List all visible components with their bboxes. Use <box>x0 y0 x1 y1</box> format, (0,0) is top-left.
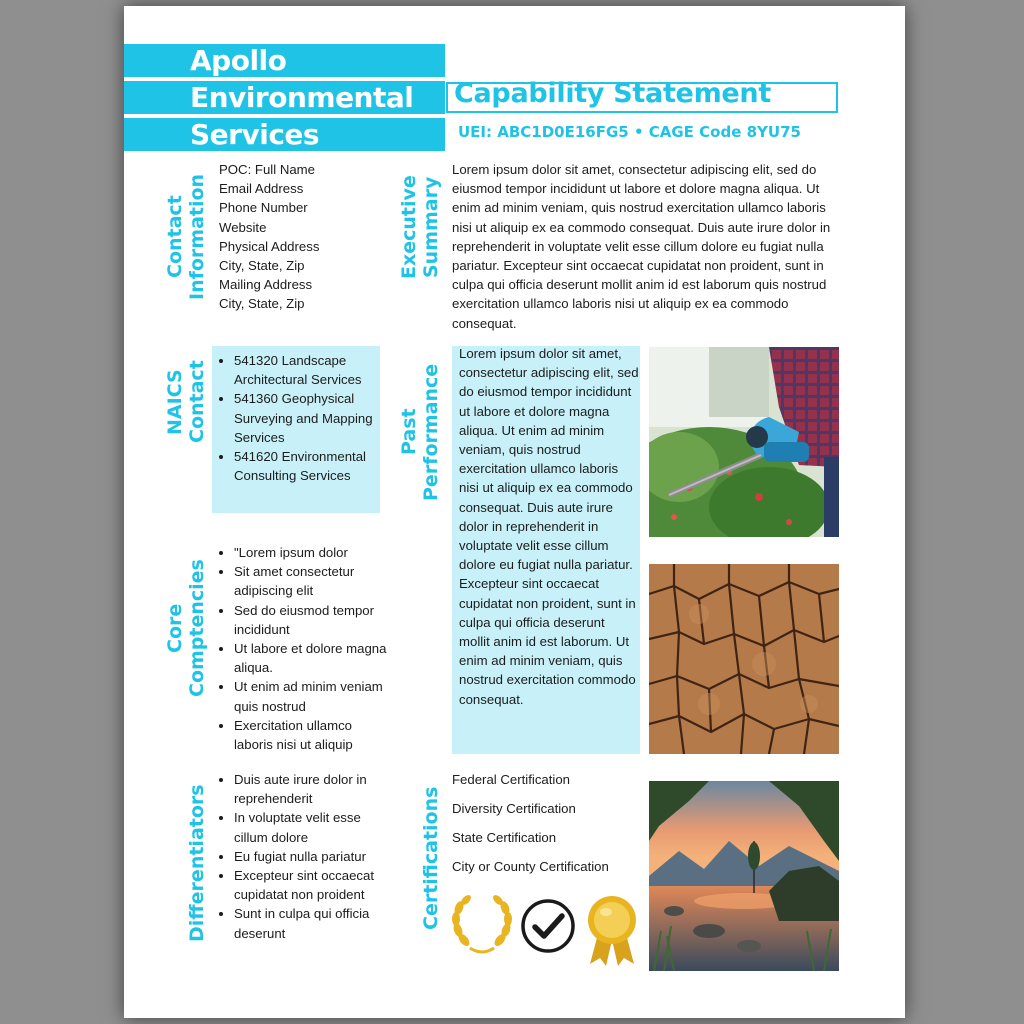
certifications-heading: Certifications <box>420 786 442 930</box>
core-competencies-heading <box>164 546 208 711</box>
laurel-wreath-icon <box>450 894 514 954</box>
past-performance-text: Lorem ipsum dolor sit amet, consectetur adipiscing elit, sed do eiusmod tempor incididunt ut labore et dolore magna aliqua. Ut enim ad minim veniam, quis nostrud exercitation ullamco laboris nisi ut aliquip ex ea commodo consequat. Duis aute irure dolor in reprehenderit in voluptate velit esse cillum dolore eu fugiat nulla pariatur. Excepteur sint occaecat cupidatat non proident, sunt in culpa qui officia deserunt mollit anim id est laborum. Ut enim ad minim veniam, quis nostrud exercitation commodo consequat. <box>459 346 639 707</box>
cracked-earth-photo <box>649 564 839 754</box>
heading-line: Past <box>398 408 420 456</box>
heading-line: Contact <box>186 360 208 444</box>
heading-line: Summary <box>420 176 442 278</box>
differentiator-item: • Duis aute irure dolor in reprehenderit <box>234 770 392 808</box>
contact-line: City, State, Zip <box>219 258 305 274</box>
company-name <box>190 42 450 153</box>
differentiator-item: • Excepteur sint occaecat cupidatat non proident <box>234 866 392 904</box>
contact-line: POC: Full Name <box>219 162 315 177</box>
contact-line: City, State, Zip <box>219 296 305 312</box>
naics-item: • 541320 Landscape Architectural Services <box>234 351 380 389</box>
executive-summary-heading <box>398 164 442 290</box>
differentiator-item: • Sunt in culpa qui officia deserunt <box>234 904 392 942</box>
contact-line: Phone Number <box>219 200 308 216</box>
uei-cage-line: UEI: ABC1D0E16FG5 • CAGE Code 8YU75 <box>458 123 801 141</box>
certifications-list <box>452 770 642 886</box>
naics-heading <box>164 352 208 452</box>
heading-line: Executive <box>398 175 420 279</box>
certification-item: State Certification <box>452 830 557 845</box>
lake-sunset-photo <box>649 781 839 971</box>
heading-line: NAICS <box>164 369 186 435</box>
capability-statement-page <box>124 6 905 1018</box>
contact-line: Mailing Address <box>219 277 313 293</box>
heading-line: Core <box>164 603 186 654</box>
checkmark-circle-icon <box>520 898 576 954</box>
differentiator-item: • Eu fugiat nulla pariatur <box>234 847 392 866</box>
heading-line: Contact <box>164 195 186 279</box>
core-item: • Exercitation ullamco laboris nisi ut aliquip <box>234 716 387 754</box>
capability-title: Capability Statement <box>454 78 771 109</box>
executive-summary-text: Lorem ipsum dolor sit amet, consectetur adipiscing elit, sed do eiusmod tempor incididunt ut labore et dolore magna aliqua. Ut enim ad minim veniam, quis nostrud exercitation ullamco laboris nisi ut aliquip ex ea commodo consequat. Duis aute irure dolor in reprehenderit in voluptate velit esse cillum dolore eu fugiat nulla pariatur. Excepteur sint occaecat cupidatat non proident, sunt in culpa qui officia deserunt mollit anim id est laborum quis nostrud exercitation ullamco laboris nisi ut aliquip ex ea commodo consequat. <box>452 162 831 331</box>
naics-item: • 541360 Geophysical Surveying and Mapping Services <box>234 389 380 447</box>
past-performance-heading <box>398 352 442 512</box>
cracked-earth-illustration <box>649 564 839 754</box>
heading-line: Comptencies <box>186 559 208 698</box>
naics-list <box>212 351 380 485</box>
hedge-trimming-illustration <box>649 347 839 537</box>
core-item: • Ut labore et dolore magna aliqua. <box>234 639 387 677</box>
company-name-line: Services <box>190 118 320 151</box>
differentiator-item: • In voluptate velit esse cillum dolore <box>234 808 392 846</box>
core-item: • Sed do eiusmod tempor incididunt <box>234 601 387 639</box>
differentiators-heading: Differentiators <box>186 784 208 942</box>
differentiators-list <box>212 770 392 943</box>
heading-line: Information <box>186 173 208 301</box>
certification-item: Federal Certification <box>452 772 571 787</box>
heading-line: Performance <box>420 363 442 501</box>
core-item: • Ut enim ad minim veniam quis nostrud <box>234 677 387 715</box>
contact-line: Physical Address <box>219 238 320 254</box>
naics-item: • 541620 Environmental Consulting Services <box>234 447 380 485</box>
certification-item: City or County Certification <box>452 859 609 874</box>
gold-medal-icon <box>584 894 640 968</box>
lake-sunset-illustration <box>649 781 839 971</box>
core-item: • "Lorem ipsum dolor <box>234 543 387 562</box>
contact-line: Email Address <box>219 181 304 197</box>
company-name-line: Apollo <box>190 44 287 77</box>
core-item: • Sit amet consectetur adipiscing elit <box>234 562 387 600</box>
company-name-line: Environmental <box>190 81 414 114</box>
contact-details <box>219 160 399 314</box>
hedge-trimming-photo <box>649 347 839 537</box>
contact-heading <box>164 164 208 310</box>
core-competencies-list <box>212 543 387 754</box>
certification-item: Diversity Certification <box>452 801 576 816</box>
contact-line: Website <box>219 219 267 235</box>
